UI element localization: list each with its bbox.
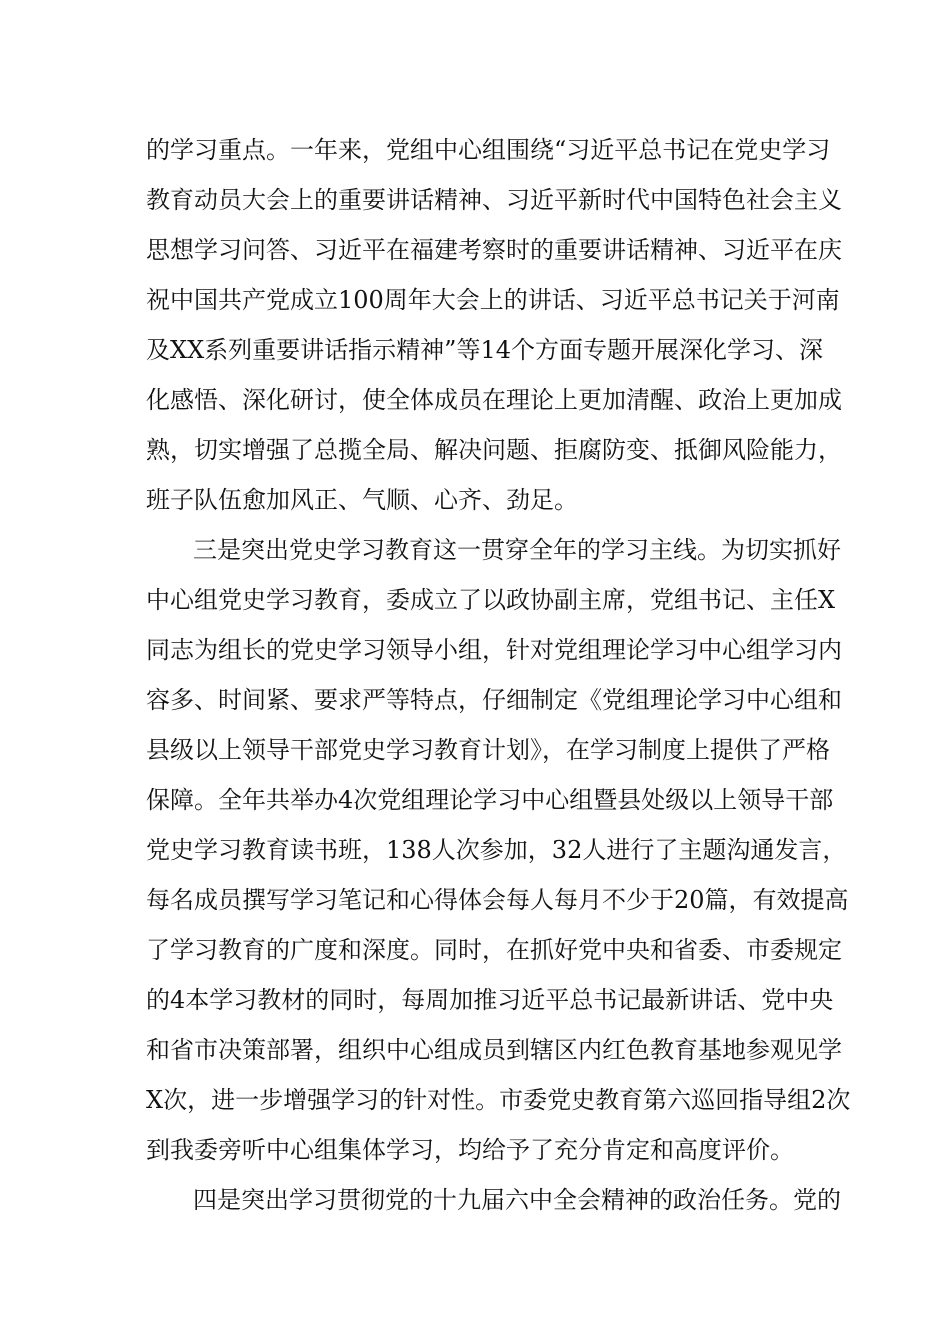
- text-line: 到我委旁听中心组集体学习，均给予了充分肯定和高度评价。: [146, 1136, 794, 1164]
- text-line: 教育动员大会上的重要讲话精神、习近平新时代中国特色社会主义: [146, 186, 842, 214]
- text-line: 容多、时间紧、要求严等特点，仔细制定《党组理论学习中心组和: [146, 686, 842, 714]
- text-line: 思想学习问答、习近平在福建考察时的重要讲话精神、习近平在庆: [146, 236, 842, 264]
- text-line: 中心组党史学习教育，委成立了以政协副主席，党组书记、主任X: [146, 586, 836, 614]
- text-line: X次，进一步增强学习的针对性。市委党史教育第六巡回指导组2次: [146, 1086, 851, 1114]
- text-line: 班子队伍愈加风正、气顺、心齐、劲足。: [146, 486, 578, 514]
- text-line: 及XX系列重要讲话指示精神”等14个方面专题开展深化学习、深: [146, 336, 823, 364]
- paragraph-first-line: 三是突出党史学习教育这一贯穿全年的学习主线。为切实抓好: [193, 536, 841, 564]
- paragraph-first-line: 四是突出学习贯彻党的十九届六中全会精神的政治任务。党的: [193, 1186, 841, 1214]
- text-line: 熟，切实增强了总揽全局、解决问题、拒腐防变、抵御风险能力，: [146, 436, 842, 464]
- text-line: 和省市决策部署，组织中心组成员到辖区内红色教育基地参观见学: [146, 1036, 842, 1064]
- text-line: 党史学习教育读书班，138人次参加，32人进行了主题沟通发言，: [146, 836, 847, 864]
- text-line: 每名成员撰写学习笔记和心得体会每人每月不少于20篇，有效提高: [146, 886, 849, 914]
- text-line: 的学习重点。一年来，党组中心组围绕“习近平总书记在党史学习: [146, 136, 831, 164]
- text-line: 了学习教育的广度和深度。同时，在抓好党中央和省委、市委规定: [146, 936, 842, 964]
- text-line: 同志为组长的党史学习领导小组，针对党组理论学习中心组学习内: [146, 636, 842, 664]
- text-line: 保障。全年共举办4次党组理论学习中心组暨县处级以上领导干部: [146, 786, 834, 814]
- text-line: 的4本学习教材的同时，每周加推习近平总书记最新讲话、党中央: [146, 986, 834, 1014]
- text-line: 县级以上领导干部党史学习教育计划》，在学习制度上提供了严格: [146, 736, 830, 764]
- text-line: 化感悟、深化研讨，使全体成员在理论上更加清醒、政治上更加成: [146, 386, 842, 414]
- text-line: 祝中国共产党成立100周年大会上的讲话、习近平总书记关于河南: [146, 286, 840, 314]
